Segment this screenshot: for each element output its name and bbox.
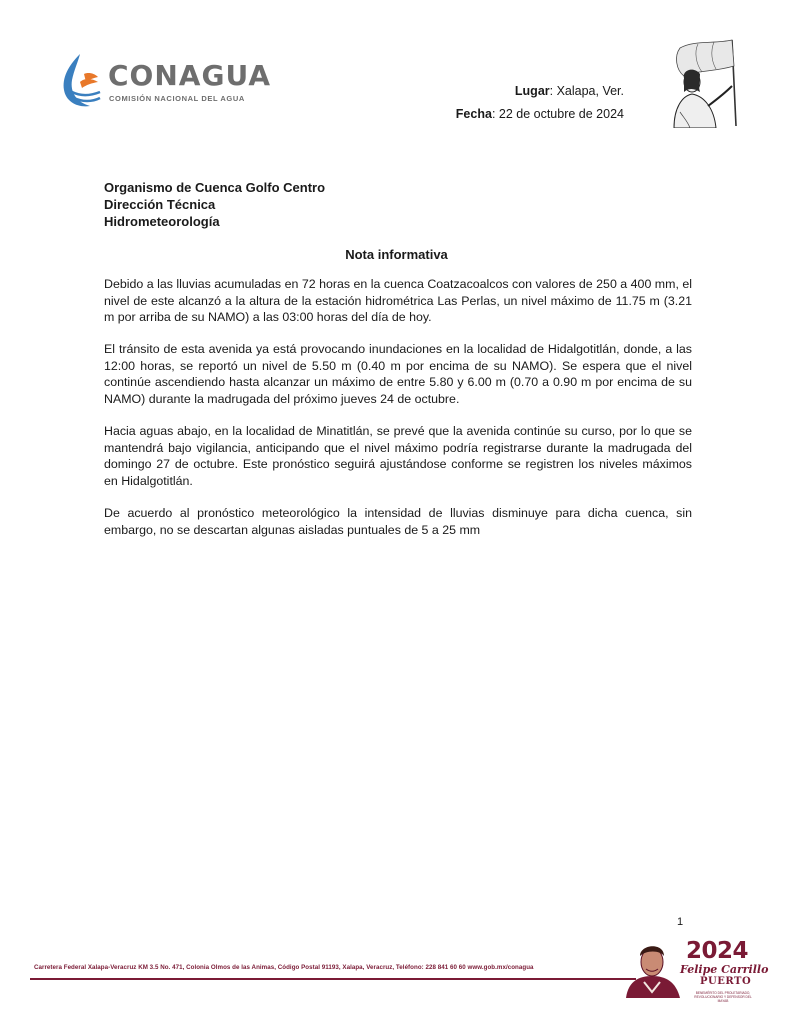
emblem-year: 2024: [686, 938, 749, 964]
org-line-2: Dirección Técnica: [104, 197, 216, 212]
footer-address: Carretera Federal Xalapa-Veracruz KM 3.5 No. 471, Colonia Olmos de las Animas, Código Postal 91193, Xalapa, Veracruz, Teléfono: 228 841 60 60 www.gob.mx/conagua: [34, 964, 534, 971]
page-number: 1: [677, 916, 684, 928]
woman-with-flag-illustration-icon: [644, 36, 744, 128]
emblem-motto: BENEMÉRITO DEL PROLETARIADO, REVOLUCIONARIO Y DEFENSOR DEL MAYAB: [694, 991, 752, 1003]
paragraph-2: El tránsito de esta avenida ya está provocando inundaciones en la localidad de Hidalgotitlán, donde, a las 12:00 horas, se reportó un nivel de 5.50 m (0.40 m por encima de su NAMO). Se espera que el nivel continúe ascendiendo hasta alcanzar un máximo de entre 5.80 y 6.00 m (0.70 a 0.90 m por encima de su NAMO) durante la madrugada del próximo jueves 24 de octubre.: [104, 342, 692, 407]
paragraph-4: De acuerdo al pronóstico meteorológico la intensidad de lluvias disminuye para dicha cuenca, sin embargo, no se descartan algunas aisladas puntuales de 5 a 25 mm: [104, 506, 692, 537]
footer-divider: [30, 978, 636, 980]
logo-subtitle: COMISIÓN NACIONAL DEL AGUA: [109, 94, 245, 103]
emblem-name: Felipe Carrillo: [680, 963, 769, 976]
conagua-logo: [58, 52, 288, 112]
document-title: Nota informativa: [345, 247, 448, 262]
water-drop-logo-icon: [58, 52, 104, 110]
organization-block: [104, 179, 325, 230]
felipe-carrillo-puerto-portrait-icon: [622, 936, 684, 998]
place-line: [515, 84, 624, 98]
paragraph-1: Debido a las lluvias acumuladas en 72 horas en la cuenca Coatzacoalcos con valores de 250 a 400 mm, el nivel de este alcanzó a la altura de la estación hidrométrica Las Perlas, un nivel máximo de 11.75 m (3.21 m por arriba de su NAMO) a las 03:00 horas del día de hoy.: [104, 277, 692, 325]
emblem-place: PUERTO: [700, 976, 752, 987]
paragraph-3: Hacia aguas abajo, en la localidad de Minatitlán, se prevé que la avenida continúe su curso, por lo que se mantendrá bajo vigilancia, anticipando que el nivel máximo podría registrarse durante la madrugada del domingo 27 de octubre. Este pronóstico seguirá ajustándose conforme se registren los niveles máximos en Hidalgotitlán.: [104, 424, 692, 488]
document-body: [104, 276, 692, 554]
org-line-1: Organismo de Cuenca Golfo Centro: [104, 180, 326, 195]
date-label: Fecha: [455, 107, 492, 121]
logo-wordmark: CONAGUA: [108, 59, 271, 92]
date-value: : 22 de octubre de 2024: [491, 107, 624, 121]
place-value: : Xalapa, Ver.: [549, 84, 624, 98]
date-line: [456, 107, 624, 121]
org-line-3: Hidrometeorología: [104, 214, 220, 229]
place-label: Lugar: [514, 84, 550, 98]
